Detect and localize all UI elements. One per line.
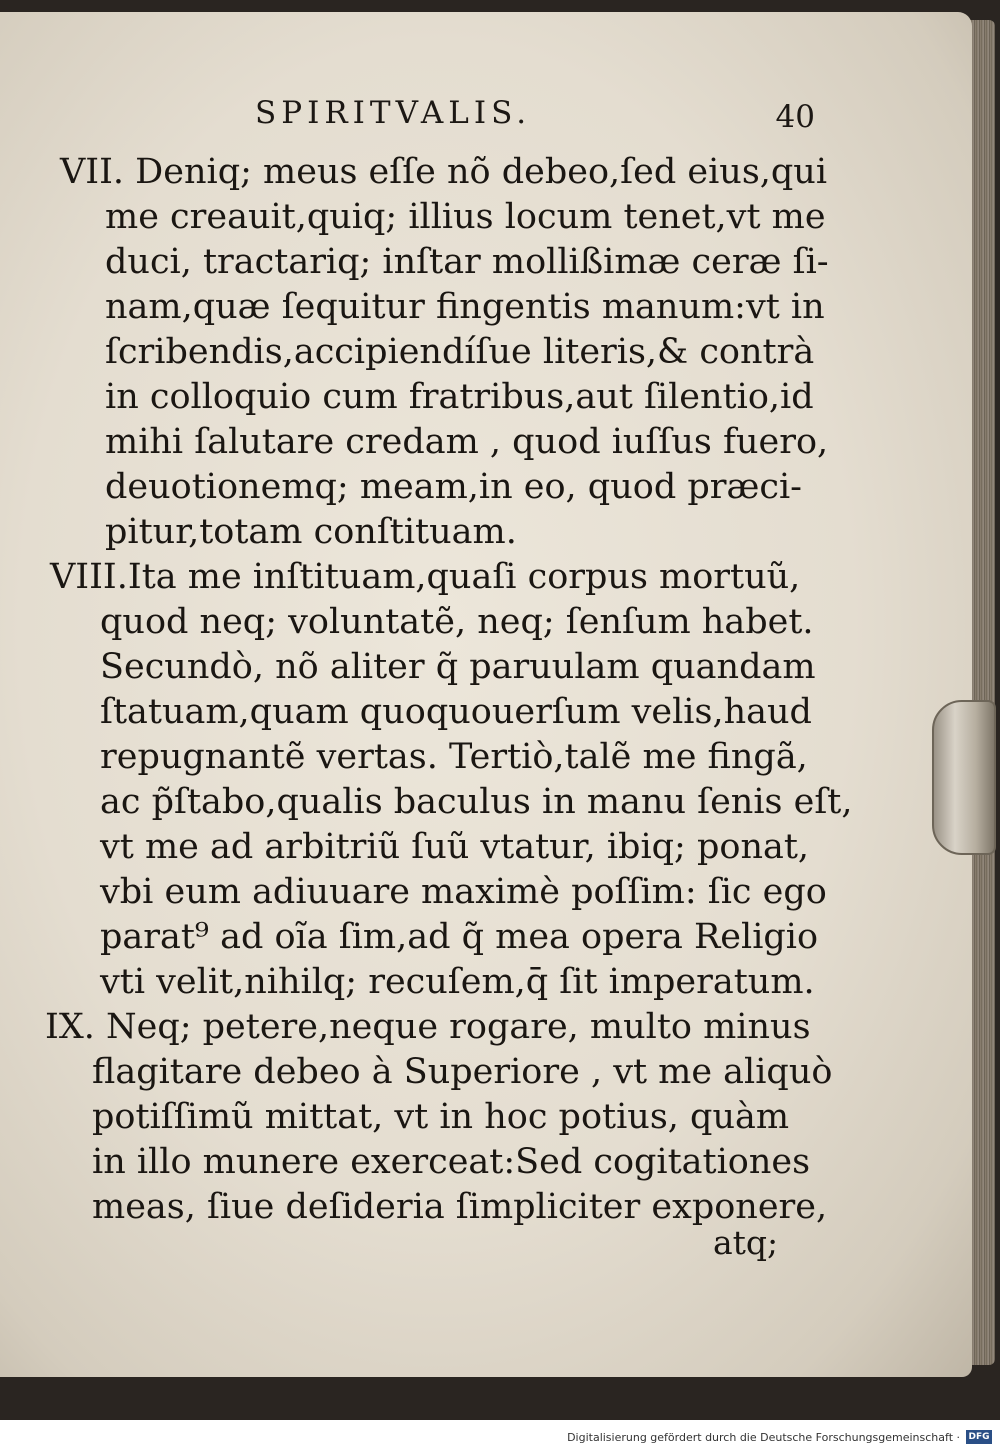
- text-line: IX. Neq; petere,neque rogare, multo minus: [45, 1007, 811, 1047]
- page-header: [255, 95, 815, 135]
- text-line: mihi ſalutare credam , quod iuſſus fuero,: [105, 422, 829, 462]
- text-line: quod neq; voluntatẽ, neq; ſenſum habet.: [100, 602, 814, 642]
- text-line: vt me ad arbitriũ ſuũ vtatur, ibiq; ponat,: [100, 827, 810, 867]
- text-line: potiſſimũ mittat, vt in hoc potius, quàm: [92, 1097, 790, 1137]
- text-line: ſtatuam,quam quoquouerſum velis,haud: [100, 692, 812, 732]
- page-number: 40: [775, 99, 815, 135]
- text-line: in colloquio cum fratribus,aut ſilentio,id: [105, 377, 814, 417]
- footer-bar: [0, 1420, 1000, 1455]
- text-line: meas, ſiue deſideria ſimpliciter exponere,: [92, 1187, 828, 1227]
- text-line: duci, tractariq; inſtar mollißimæ ceræ ſi-: [105, 242, 829, 282]
- text-line: parat⁹ ad oĩa ſim,ad q̃ mea opera Religio: [100, 917, 819, 957]
- text-line: vbi eum adiuuare maximè poſſim: ſic ego: [100, 872, 827, 912]
- text-line: vti velit,nihilq; recuſem,q̄ ſit imperatum.: [100, 962, 815, 1002]
- text-line: VII. Deniq; meus eſſe nõ debeo,ſed eius,qui: [60, 152, 828, 192]
- text-line: Secundò, nõ aliter q̃ paruulam quandam: [100, 647, 816, 687]
- text-line: deuotionemq; meam,in eo, quod præci-: [105, 467, 803, 507]
- dfg-logo: DFG: [966, 1430, 992, 1444]
- text-line: nam,quæ ſequitur fingentis manum:vt in: [105, 287, 825, 327]
- catchword: atq;: [713, 1223, 779, 1262]
- digitization-credit: Digitalisierung gefördert durch die Deutsche Forschungsgemeinschaft ·: [567, 1431, 960, 1444]
- text-line: me creauit,quiq; illius locum tenet,vt me: [105, 197, 826, 237]
- book-clasp: [932, 700, 996, 855]
- text-line: VIII.Ita me inſtituam,quaſi corpus mortuũ,: [50, 557, 801, 597]
- text-line: in illo munere exerceat:Sed cogitationes: [92, 1142, 811, 1182]
- text-line: ac p̃ſtabo,qualis baculus in manu ſenis eſt,: [100, 782, 853, 822]
- running-head: SPIRITVALIS.: [255, 95, 532, 131]
- text-line: repugnantẽ vertas. Tertiò,talẽ me fingã,: [100, 737, 808, 777]
- text-line: pitur,totam conſtituam.: [105, 512, 517, 552]
- text-line: flagitare debeo à Superiore , vt me aliquò: [92, 1052, 833, 1092]
- text-line: ſcribendis,accipiendíſue literis,& contrà: [105, 332, 815, 372]
